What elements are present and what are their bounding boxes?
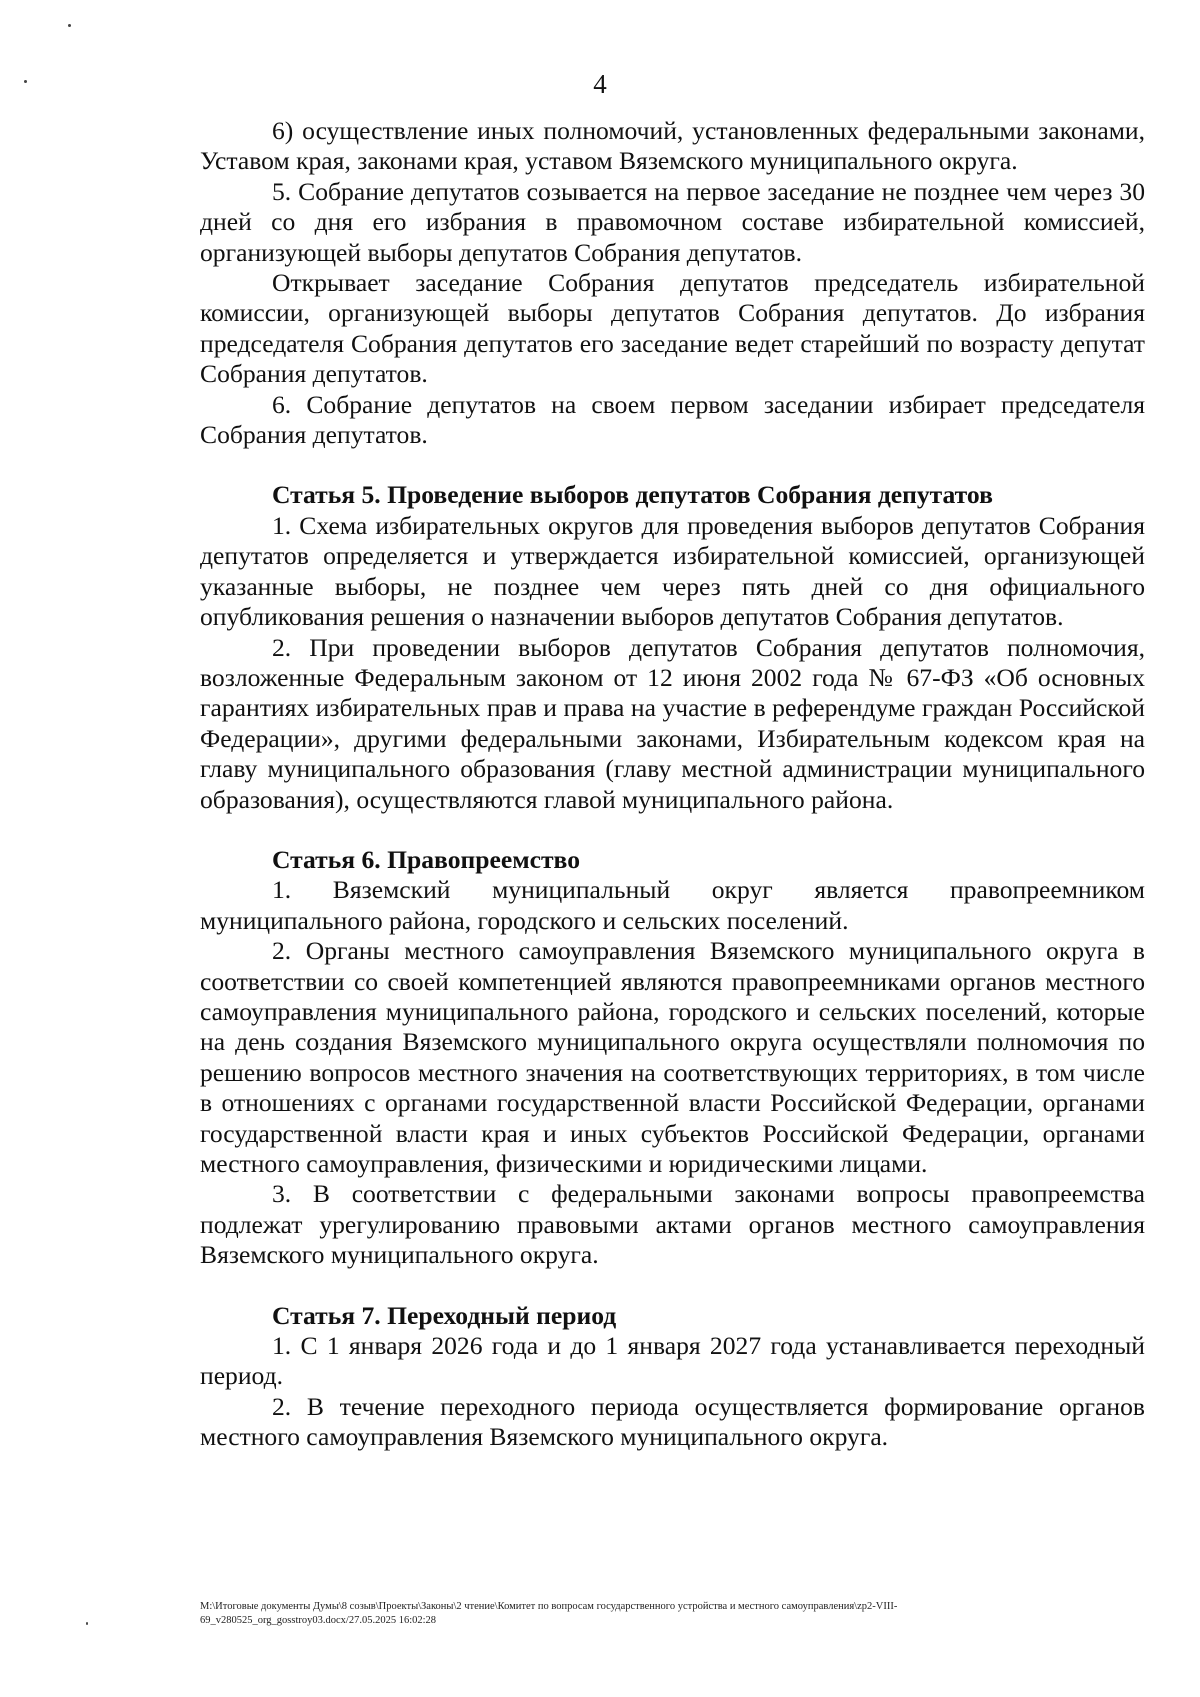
paragraph: 2. При проведении выборов депутатов Собрания депутатов полномочия, возложенные Федеральным законом от 12 июня 2002 года № 67-ФЗ «Об основных гарантиях избирательных прав и права на участие в референдуме граждан Российской Федерации», другими федеральными законами, Избирательным кодексом края на главу муниципального образования (главу местной администрации муниципального образования), осуществляются главой муниципального района. bbox=[200, 632, 1145, 814]
document-body bbox=[200, 116, 1145, 1453]
scan-speck bbox=[86, 1622, 88, 1625]
scan-speck bbox=[68, 24, 71, 27]
paragraph: 1. Вяземский муниципальный округ является правопреемником муниципального района, городского и сельских поселений. bbox=[200, 875, 1145, 935]
paragraph: 1. С 1 января 2026 года и до 1 января 2027 года устанавливается переходный период. bbox=[200, 1331, 1145, 1391]
paragraph: 2. В течение переходного периода осуществляется формирование органов местного самоуправления Вяземского муниципального округа. bbox=[200, 1391, 1145, 1452]
paragraph: Открывает заседание Собрания депутатов председатель избирательной комиссии, организующей выборы депутатов Собрания депутатов. До избрания председателя Собрания депутатов его заседание ведет старейший по возрасту депутат Собрания депутатов. bbox=[200, 268, 1145, 389]
section-gap bbox=[200, 815, 1145, 845]
section-gap bbox=[200, 1271, 1145, 1301]
paragraph: 6. Собрание депутатов на своем первом заседании избирает председателя Собрания депутатов. bbox=[200, 389, 1145, 450]
footer-line: 69_v280525_org_gosstroy03.docx/27.05.2025 16:02:28 bbox=[200, 1615, 437, 1626]
paragraph: 1. Схема избирательных округов для проведения выборов депутатов Собрания депутатов определяется и утверждается избирательной комиссией, организующей указанные выборы, не позднее чем через пять дней со дня официального опубликования решения о назначении выборов депутатов Собрания депутатов. bbox=[200, 510, 1145, 632]
article-heading: Статья 7. Переходный период bbox=[272, 1300, 617, 1330]
article-heading: Статья 6. Правопреемство bbox=[272, 844, 580, 874]
article-heading: Статья 5. Проведение выборов депутатов Собрания депутатов bbox=[272, 480, 993, 510]
section-gap bbox=[200, 450, 1145, 480]
footer-line: M:\Итоговые документы Думы\8 созыв\Проекты\Законы\2 чтение\Комитет по вопросам государственного устройства и местного самоуправления\zp2-VIII- bbox=[200, 1601, 898, 1612]
paragraph: 3. В соответствии с федеральными законами вопросы правопреемства подлежат урегулированию правовыми актами органов местного самоуправления Вяземского муниципального округа. bbox=[200, 1179, 1145, 1270]
page-number: 4 bbox=[593, 69, 607, 99]
file-path-footer bbox=[200, 1600, 1145, 1628]
paragraph: 5. Собрание депутатов созывается на первое заседание не позднее чем через 30 дней со дня его избрания в правомочном составе избирательной комиссией, организующей выборы депутатов Собрания депутатов. bbox=[200, 176, 1145, 267]
paragraph: 6) осуществление иных полномочий, установленных федеральными законами, Уставом края, законами края, уставом Вяземского муниципального округа. bbox=[200, 116, 1145, 176]
paragraph: 2. Органы местного самоуправления Вяземского муниципального округа в соответствии со своей компетенцией являются правопреемниками органов местного самоуправления муниципального района, городского и сельских поселений, которые на день создания Вяземского муниципального округа осуществляли полномочия по решению вопросов местного значения на соответствующих территориях, в том числе в отношениях с органами государственной власти Российской Федерации, органами государственной власти края и иных субъектов Российской Федерации, органами местного самоуправления, физическими и юридическими лицами. bbox=[200, 936, 1145, 1178]
